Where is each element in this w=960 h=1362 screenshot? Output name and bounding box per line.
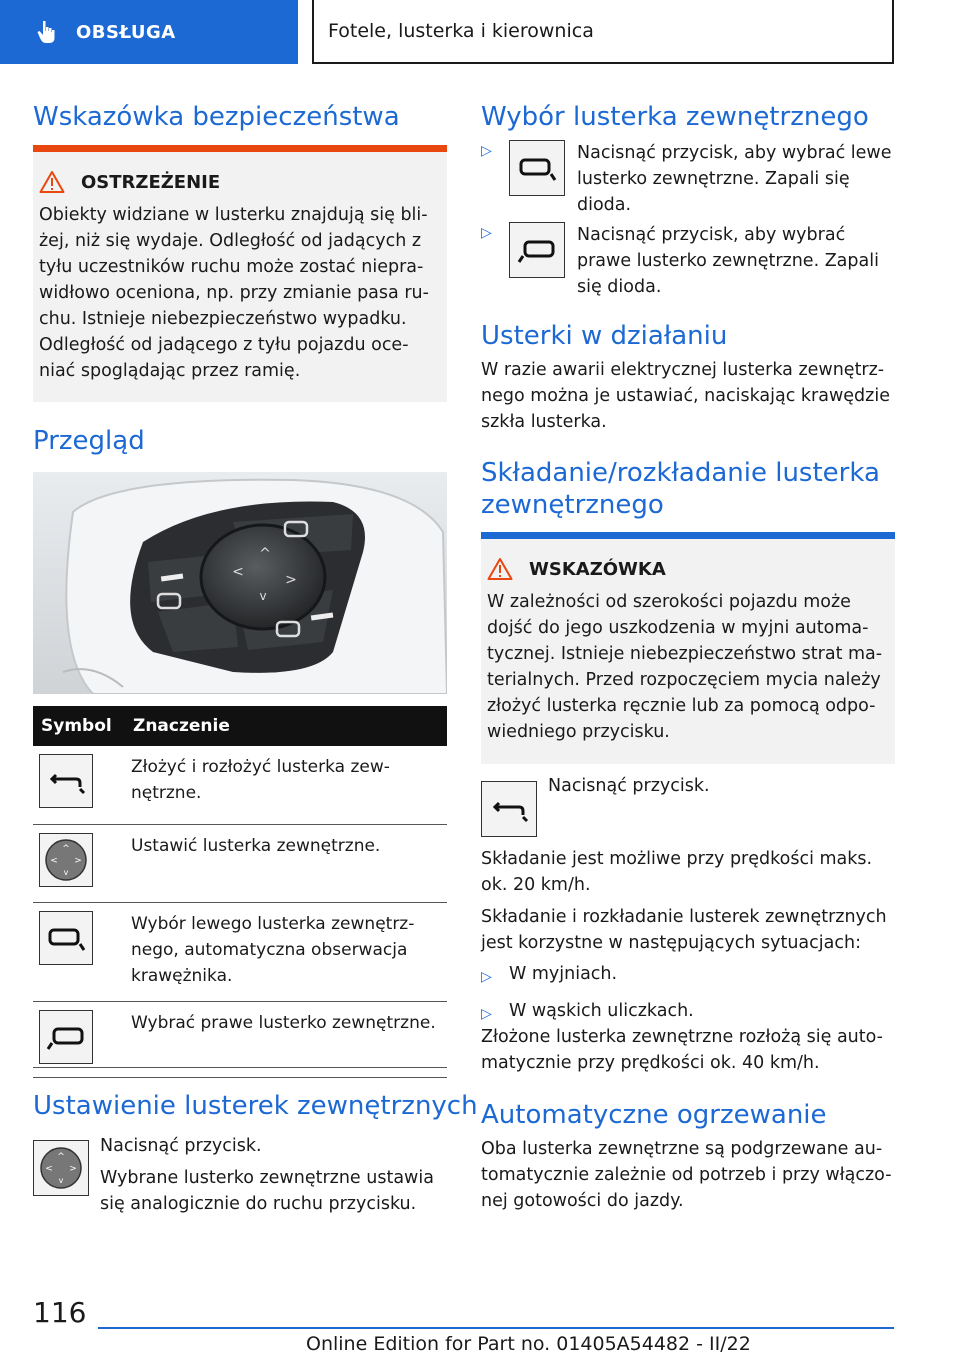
fold-heading	[481, 457, 880, 521]
header-section-label: OBSŁUGA	[76, 21, 176, 43]
svg-text:v: v	[58, 1176, 64, 1185]
fault-line: nego można je ustawiać, naciskając krawędzie	[481, 386, 890, 406]
select-line: Nacisnąć przycisk, aby wybrać lewe	[577, 143, 892, 163]
note-line: dojść do jego uszkodzenia w myjni automa-	[487, 618, 869, 638]
note-line: terialnych. Przed rozpoczęciem mycia należy	[487, 670, 881, 690]
select-line: dioda.	[577, 195, 632, 215]
mirror-adjust-icon	[39, 833, 93, 887]
meaning-line: Wybór lewego lusterka zewnętrz-	[131, 913, 415, 934]
left-mirror-icon	[509, 140, 565, 196]
table-cell-meaning	[125, 746, 447, 824]
auto-unfold-line: matycznie przy prędkości ok. 40 km/h.	[481, 1053, 820, 1073]
warning-line: tyłu uczestników ruchu może zostać niepra-	[39, 257, 424, 277]
bullet-triangle-icon: ▷	[481, 1006, 492, 1022]
page-number: 116	[33, 1296, 87, 1329]
table-cell-meaning	[125, 1001, 447, 1077]
overview-heading: Przegląd	[33, 426, 145, 456]
svg-text:<: <	[50, 855, 58, 866]
header-chapter-title: Fotele, lusterka i kierownica	[328, 20, 594, 42]
svg-text:^: ^	[57, 1152, 65, 1162]
select-line: prawe lusterko zewnętrzne. Zapali	[577, 251, 879, 271]
adjust-line: Nacisnąć przycisk.	[100, 1136, 262, 1156]
table-cell-meaning	[125, 902, 447, 1001]
note-line: W zależności od szerokości pojazdu może	[487, 592, 851, 612]
meaning-line: Złożyć i rozłożyć lusterka zew-	[131, 757, 390, 777]
footer-divider	[98, 1327, 894, 1329]
svg-text:<: <	[232, 564, 244, 580]
fold-mirror-icon	[481, 781, 537, 837]
heating-heading: Automatyczne ogrzewanie	[481, 1100, 827, 1130]
select-line: lusterko zewnętrzne. Zapali się	[577, 169, 850, 189]
table-header-symbol: Symbol	[33, 706, 125, 746]
list-item-text: W myjniach.	[509, 964, 618, 984]
svg-text:>: >	[74, 855, 82, 866]
bullet-triangle-icon: ▷	[481, 969, 492, 985]
bullet-triangle-icon: ▷	[481, 143, 492, 159]
meaning-line: krawężnika.	[131, 965, 233, 986]
warning-box	[33, 145, 447, 402]
table-row	[33, 824, 447, 902]
mirror-control-illustration	[33, 472, 447, 694]
note-line: złożyć lusterka ręcznie lub za pomocą odpo-	[487, 696, 876, 716]
warning-bar	[33, 145, 447, 152]
safety-heading: Wskazówka bezpieczeństwa	[33, 102, 400, 132]
svg-text:v: v	[63, 867, 69, 877]
note-box	[481, 532, 895, 764]
heating-line: Oba lusterka zewnętrzne są podgrzewane au-	[481, 1139, 883, 1159]
list-item	[481, 998, 901, 1027]
select-line: Nacisnąć przycisk, aby wybrać	[577, 225, 846, 245]
list-item-text: W wąskich uliczkach.	[509, 1001, 694, 1021]
right-mirror-icon	[39, 1010, 93, 1064]
meaning-line: nętrzne.	[131, 783, 202, 803]
fold-heading-line: zewnętrznego	[481, 490, 664, 520]
fault-text	[481, 357, 901, 435]
fold-heading-line: Składanie/rozkładanie lusterka	[481, 458, 880, 488]
right-mirror-icon	[509, 222, 565, 278]
warning-line: Odległość od jadącego z tyłu pojazdu oce-	[39, 335, 409, 355]
warning-text	[39, 202, 435, 384]
fault-line: W razie awarii elektrycznej lusterka zewnętrz-	[481, 360, 885, 380]
table-row	[33, 1001, 447, 1077]
table-header-meaning: Znaczenie	[125, 706, 447, 746]
svg-text:>: >	[285, 572, 297, 588]
select-line: się dioda.	[577, 277, 662, 297]
auto-unfold-text	[481, 1024, 901, 1076]
svg-text:>: >	[69, 1164, 77, 1174]
table-row	[33, 902, 447, 1001]
list-item	[481, 961, 901, 990]
hand-pointer-icon	[34, 18, 62, 46]
svg-text:^: ^	[259, 546, 271, 562]
note-line: tycznej. Istnieje niebezpieczeństwo strat ma-	[487, 644, 883, 664]
fault-heading: Usterki w działaniu	[481, 321, 728, 351]
table-cell-meaning	[125, 824, 447, 902]
section-divider	[33, 1067, 447, 1068]
select-item	[481, 222, 901, 300]
note-title: WSKAZÓWKA	[529, 558, 666, 580]
advantages-line: jest korzystne w następujących sytuacjach:	[481, 933, 861, 953]
warning-line: widłowo oceniona, np. przy zmianie pasa ru-	[39, 283, 429, 303]
header-section-tab	[0, 0, 298, 64]
heating-line: tomatycznie zależnie od potrzeb i przy włączo-	[481, 1165, 892, 1185]
select-heading: Wybór lusterka zewnętrznego	[481, 102, 869, 132]
svg-text:^: ^	[62, 843, 70, 854]
note-bar	[481, 532, 895, 539]
speed-line: Składanie jest możliwe przy prędkości maks.	[481, 849, 873, 869]
press-button-text: Nacisnąć przycisk.	[548, 776, 710, 796]
edition-text: Online Edition for Part no. 01405A54482 - II/22	[306, 1333, 751, 1355]
auto-unfold-line: Złożone lusterka zewnętrzne rozłożą się auto-	[481, 1027, 883, 1047]
meaning-line: Wybrać prawe lusterko zewnętrzne.	[131, 1012, 436, 1033]
warning-triangle-icon	[487, 557, 513, 581]
warning-line: żej, niż się wydaje. Odległość od jadących z	[39, 231, 422, 251]
warning-line: Obiekty widziane w lusterku znajdują się bli-	[39, 205, 428, 225]
advantages-line: Składanie i rozkładanie lusterek zewnętrznych	[481, 907, 887, 927]
mirror-control-photo	[33, 472, 447, 694]
speed-line: ok. 20 km/h.	[481, 875, 591, 895]
note-line: wiedniego przycisku.	[487, 722, 670, 742]
warning-line: chu. Istnieje niebezpieczeństwo wypadku.	[39, 309, 407, 329]
bullet-list	[481, 961, 901, 1027]
adjust-line: Wybrane lusterko zewnętrzne ustawia	[100, 1168, 434, 1188]
warning-triangle-icon	[39, 170, 65, 194]
adjust-line: się analogicznie do ruchu przycisku.	[100, 1194, 417, 1214]
meaning-line: Ustawić lusterka zewnętrzne.	[131, 835, 381, 856]
table-row	[33, 746, 447, 824]
select-item	[481, 140, 901, 218]
note-text	[487, 589, 883, 745]
fold-mirror-icon	[39, 754, 93, 808]
svg-text:<: <	[45, 1164, 53, 1174]
select-item-text	[577, 222, 879, 300]
warning-title: OSTRZEŻENIE	[81, 171, 221, 193]
mirror-adjust-icon	[33, 1140, 89, 1196]
select-item-text	[577, 140, 891, 218]
left-mirror-icon	[39, 911, 93, 965]
adjust-text	[100, 1133, 450, 1217]
heating-line: nej gotowości do jazdy.	[481, 1191, 684, 1211]
adjust-heading: Ustawienie lusterek zewnętrznych	[33, 1091, 478, 1121]
meaning-line: nego, automatyczna obserwacja	[131, 939, 408, 960]
bullet-triangle-icon: ▷	[481, 225, 492, 241]
advantages-text	[481, 904, 901, 956]
symbol-table	[33, 706, 447, 1078]
warning-line: niać spoglądając przez ramię.	[39, 361, 301, 381]
speed-text	[481, 846, 901, 898]
svg-text:v: v	[259, 589, 267, 603]
heating-text	[481, 1136, 901, 1214]
fault-line: szkła lusterka.	[481, 412, 607, 432]
table-header-row	[33, 706, 447, 746]
header-chapter-box	[312, 0, 894, 64]
